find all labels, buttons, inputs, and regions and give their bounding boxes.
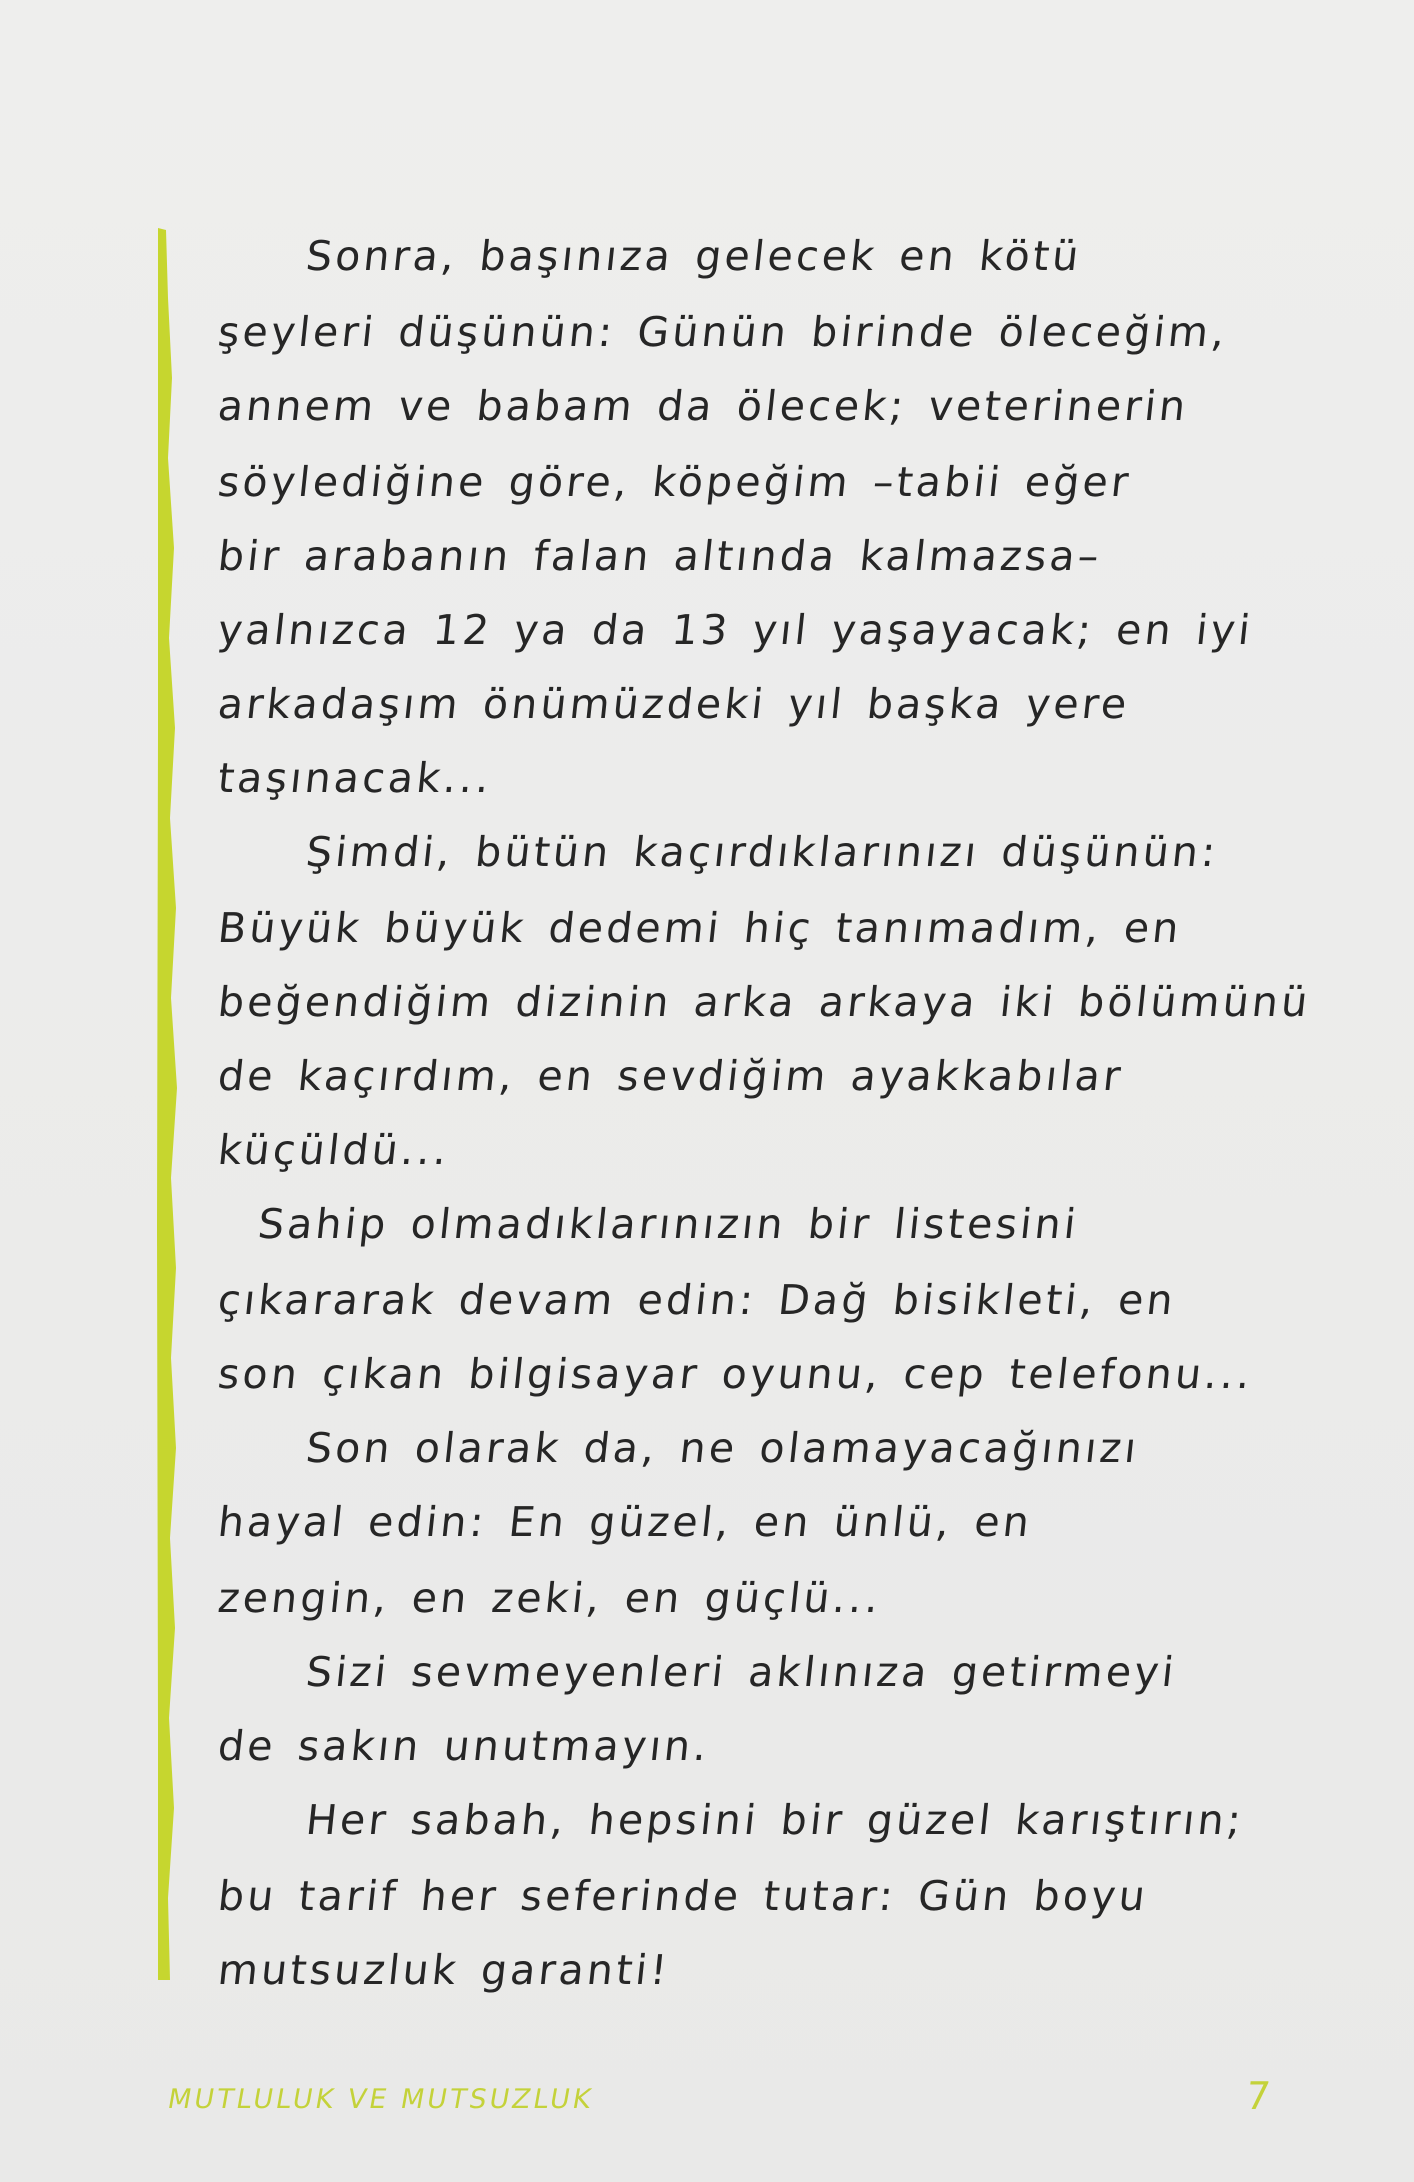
text-line: çıkararak devam edin: Dağ bisikleti, en bbox=[215, 1276, 1179, 1324]
text-line: son çıkan bilgisayar oyunu, cep telefonu... bbox=[215, 1350, 1256, 1398]
text-line: küçüldü... bbox=[215, 1126, 453, 1174]
text-line: Son olarak da, ne olamayacağınızı bbox=[303, 1424, 1142, 1472]
text-line: Sizi sevmeyenleri aklınıza getirmeyi bbox=[303, 1648, 1180, 1696]
text-line: şeyleri düşünün: Günün birinde öleceğim, bbox=[215, 308, 1231, 356]
text-line: Şimdi, bütün kaçırdıklarınızı düşünün: bbox=[303, 828, 1221, 876]
text-line: beğendiğim dizinin arka arkaya iki bölümünü bbox=[215, 978, 1313, 1026]
text-line: yalnızca 12 ya da 13 yıl yaşayacak; en iyi bbox=[215, 606, 1256, 654]
text-line: Her sabah, hepsini bir güzel karıştırın; bbox=[303, 1796, 1247, 1844]
text-line: Büyük büyük dedemi hiç tanımadım, en bbox=[215, 904, 1185, 952]
running-footer-title: MUTLULUK VE MUTSUZLUK bbox=[165, 2084, 597, 2115]
margin-accent-bar bbox=[152, 228, 192, 1980]
text-line: hayal edin: En güzel, en ünlü, en bbox=[215, 1498, 1035, 1546]
text-line: taşınacak... bbox=[215, 754, 495, 802]
page-number: 7 bbox=[1243, 2074, 1273, 2118]
text-line: bir arabanın falan altında kalmazsa– bbox=[215, 532, 1105, 580]
text-line: zengin, en zeki, en güçlü... bbox=[215, 1574, 884, 1622]
text-line: arkadaşım önümüzdeki yıl başka yere bbox=[215, 680, 1133, 728]
text-line: annem ve babam da ölecek; veterinerin bbox=[215, 382, 1191, 430]
text-line: söylediğine göre, köpeğim –tabii eğer bbox=[215, 458, 1134, 506]
text-line: de sakın unutmayın. bbox=[215, 1722, 713, 1770]
text-line: Sonra, başınıza gelecek en kötü bbox=[303, 232, 1085, 280]
text-line: de kaçırdım, en sevdiğim ayakkabılar bbox=[215, 1052, 1126, 1100]
text-line: mutsuzluk garanti! bbox=[215, 1946, 673, 1994]
text-line: Sahip olmadıklarınızın bir listesini bbox=[255, 1200, 1082, 1248]
text-line: bu tarif her seferinde tutar: Gün boyu bbox=[215, 1872, 1151, 1920]
